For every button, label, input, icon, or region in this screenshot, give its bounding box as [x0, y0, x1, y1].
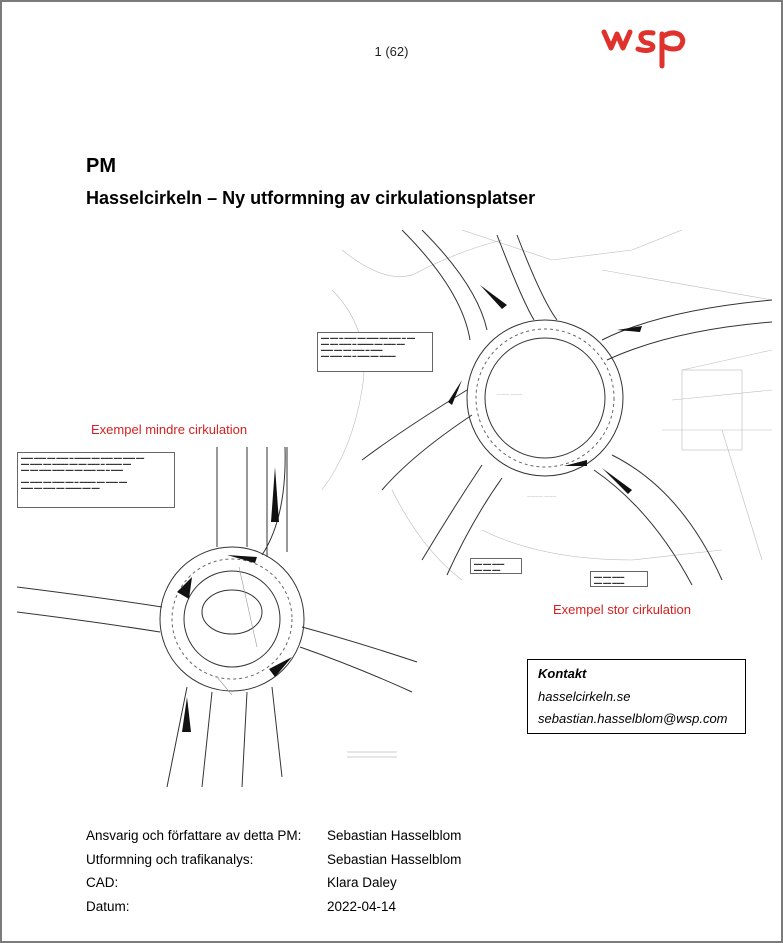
wsp-logo [600, 22, 694, 72]
role-label: CAD: [86, 875, 119, 891]
large-drawing-note-2: ▬▬ ▬▬ ▬▬▬ ▬▬ ▬▬ ▬▬ [470, 558, 522, 574]
role-row [86, 871, 461, 895]
small-drawing-note: ▬▬▬ ▬▬▬ ▬▬ ▬▬▬ ▬ ▬▬▬▬ ▬▬ ▬▬▬ ▬▬ ▬▬▬ ▬▬ ▬▬ ▬▬▬ ▬▬ ▬▬▬▬ ▬▬ ▬▬ ▬▬▬ ▬ ▬▬▬▬ ▬▬ ▬▬ ▬▬ ▬▬▬ ▬▬▬ ▬▬ ▬▬ ▬▬▬ ▬▬ ▬ ▬▬▬ ▬▬ ▬▬▬ ▬▬ ▬▬▬ ▬▬ ▬ ▬▬▬▬ ▬▬ ▬▬▬ ▬▬ ▬▬▬ ▬▬ ▬▬▬ ▬▬ ▬▬▬▬ ▬▬ ▬▬ [17, 452, 175, 508]
page-number: 1 (62) [374, 44, 409, 59]
contact-box [527, 659, 746, 734]
caption-large-roundabout: Exempel stor cirkulation [553, 602, 691, 617]
role-row [86, 824, 461, 848]
role-value: Sebastian Hasselblom [327, 851, 462, 867]
role-value: Sebastian Hasselblom [327, 828, 462, 844]
caption-small-roundabout: Exempel mindre cirkulation [91, 422, 248, 437]
large-drawing-note: ▬▬ ▬▬ ▬ ▬▬▬ ▬▬ ▬▬▬ ▬▬ ▬▬▬ ▬ ▬▬ ▬▬ ▬▬ ▬▬▬ ▬ ▬▬▬▬ ▬▬ ▬▬▬ ▬▬ ▬▬▬ ▬▬ ▬▬ ▬▬▬ ▬ ▬▬▬ ▬▬ ▬▬▬ ▬▬ ▬ ▬▬▬ ▬▬ ▬▬▬▬ [317, 332, 433, 372]
role-row [86, 848, 461, 872]
document-title: Hasselcirkeln – Ny utformning av cirkulationsplatser [86, 188, 536, 208]
role-label: Utformning och trafikanalys: [86, 851, 254, 867]
svg-text:——— ———: ——— ——— [497, 392, 523, 397]
roles-table [86, 824, 461, 918]
document-type: PM [86, 155, 116, 177]
contact-heading: Kontakt [538, 666, 587, 681]
role-value: Klara Daley [327, 875, 397, 891]
large-drawing-note-3: ▬▬ ▬▬ ▬▬▬ ▬▬ ▬▬ ▬▬▬ [590, 571, 648, 587]
svg-text:———— ———: ———— ——— [527, 494, 557, 499]
contact-email[interactable]: sebastian.hasselblom@wsp.com [538, 711, 728, 726]
role-label: Datum: [86, 898, 130, 914]
role-row [86, 895, 461, 919]
role-value: 2022-04-14 [327, 898, 397, 914]
role-label: Ansvarig och författare av detta PM: [86, 828, 302, 844]
contact-website[interactable]: hasselcirkeln.se [538, 689, 631, 704]
